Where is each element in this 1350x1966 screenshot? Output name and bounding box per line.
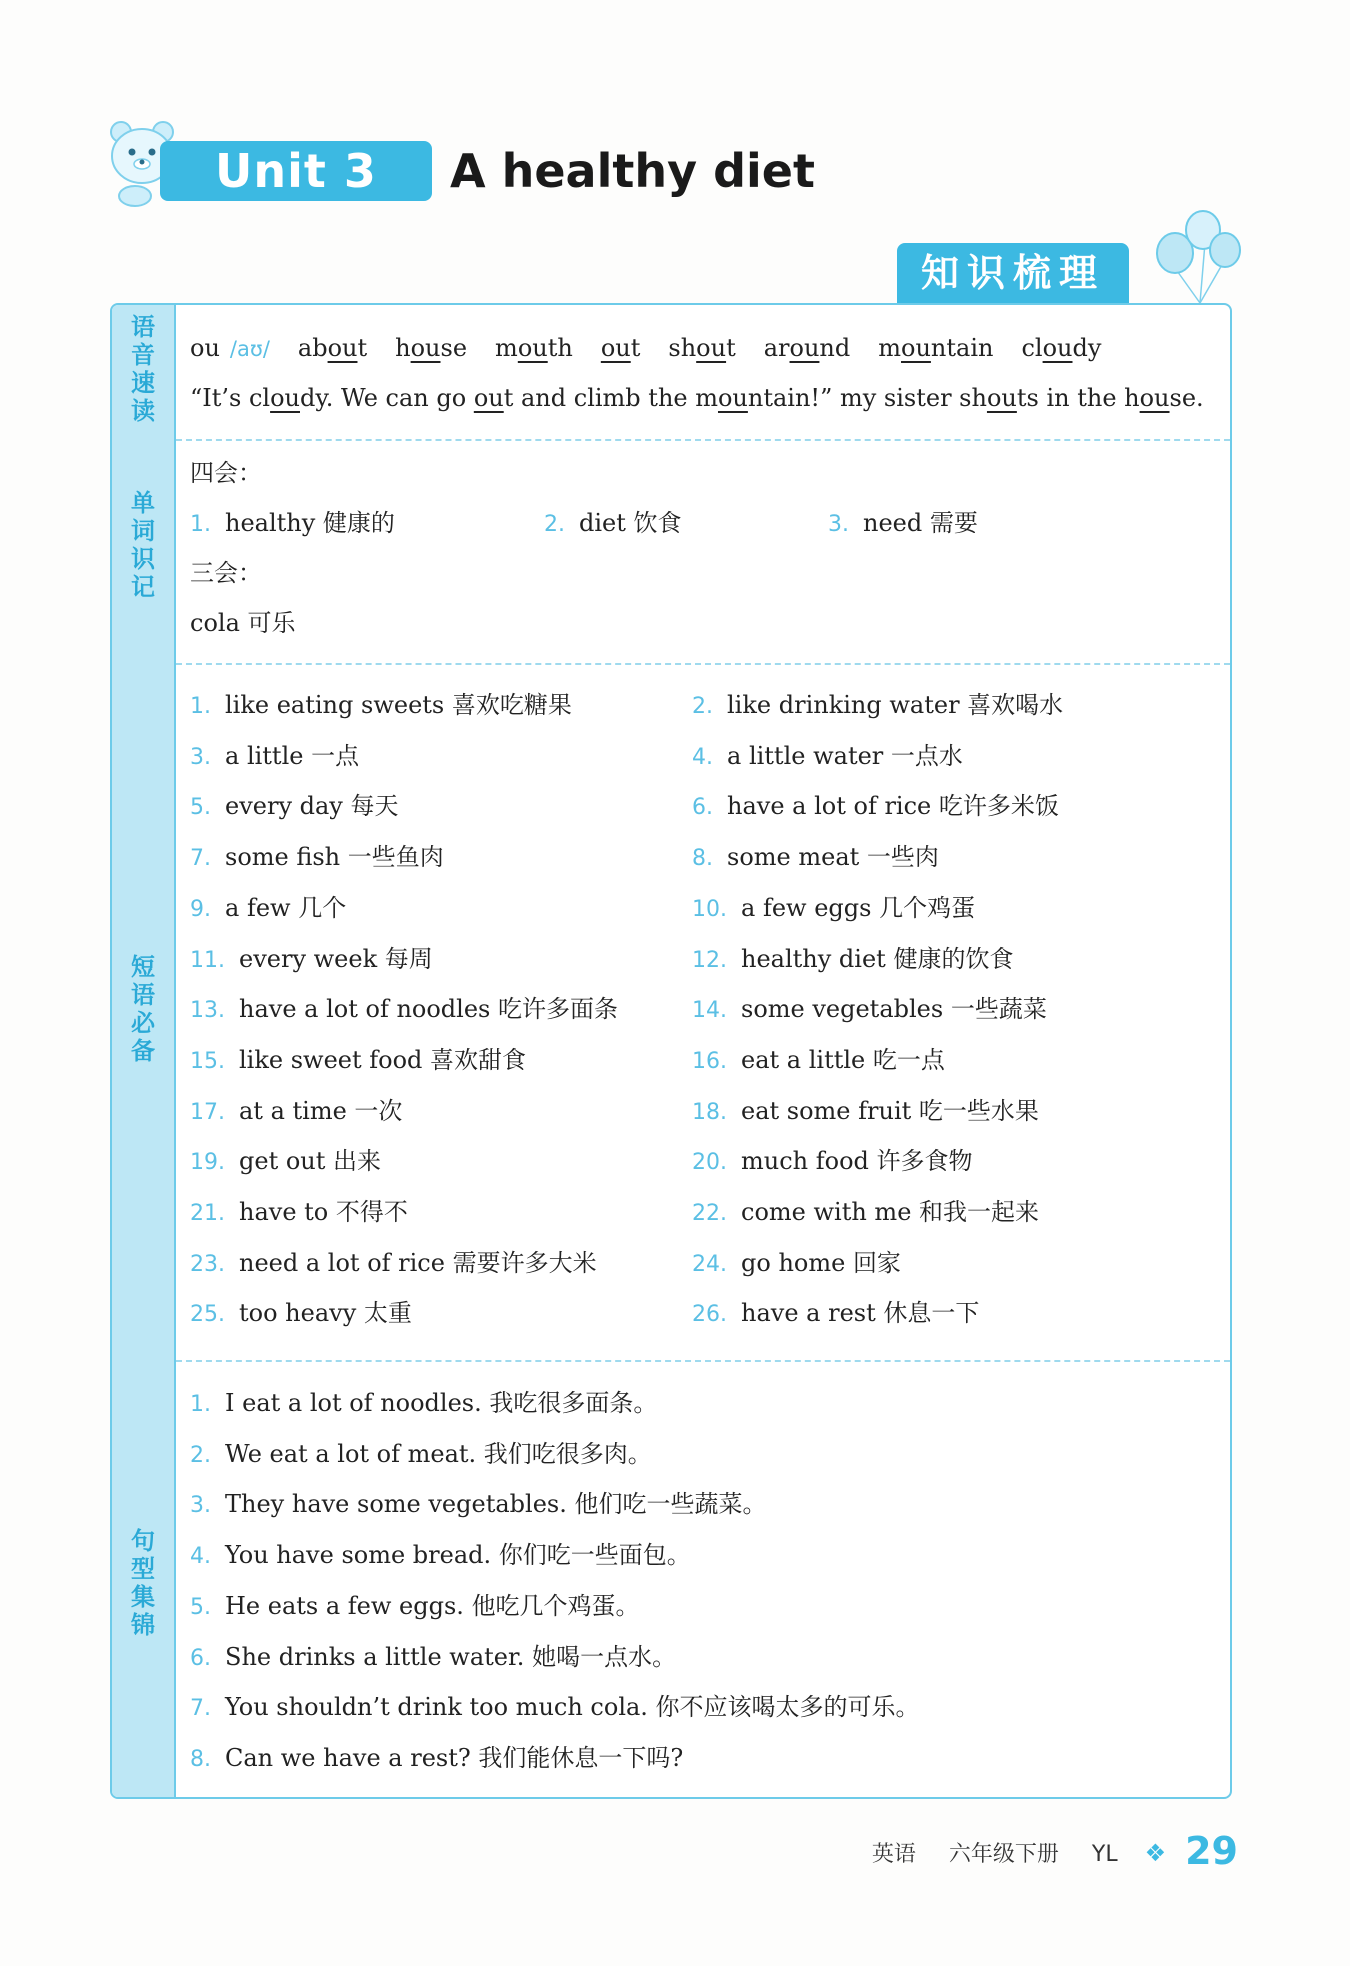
phonics-word: mouth xyxy=(495,334,573,362)
unit-number-badge: Unit 3 xyxy=(160,141,432,201)
phonics-word: mountain xyxy=(878,334,994,362)
sentence-item: 5. He eats a few eggs. 他吃几个鸡蛋。 xyxy=(190,1591,640,1620)
page-footer xyxy=(846,1826,1238,1876)
sidebar-label-phonics: 语音速读 xyxy=(131,313,155,425)
phrase-item: 12. healthy diet 健康的饮食 xyxy=(692,944,1014,973)
phonics-sentence: “It’s cloudy. We can go out and climb the mountain!” my sister shouts in the house. xyxy=(190,384,1204,412)
phrase-item: 16. eat a little 吃一点 xyxy=(692,1045,945,1074)
vocab-item: 1. healthy 健康的 xyxy=(190,509,395,537)
sentence-item: 6. She drinks a little water. 她喝一点水。 xyxy=(190,1642,677,1671)
unit-title: A healthy diet xyxy=(450,144,815,198)
vocab-item-cola: cola 可乐 xyxy=(190,609,296,637)
phrase-item: 3. a little 一点 xyxy=(190,741,360,770)
knowledge-frame xyxy=(110,303,1232,1799)
phrase-item: 6. have a lot of rice 吃许多米饭 xyxy=(692,792,1059,821)
three-skill-label: 三会： xyxy=(190,559,262,587)
phonics-word-list xyxy=(190,328,1129,369)
section-divider xyxy=(176,663,1230,665)
phrase-item: 20. much food 许多食物 xyxy=(692,1147,973,1176)
phrase-item: 25. too heavy 太重 xyxy=(190,1299,412,1328)
phonics-word: shout xyxy=(668,334,736,362)
sidebar-label-vocab: 单词识记 xyxy=(131,489,155,601)
phrase-item: 11. every week 每周 xyxy=(190,944,433,973)
phrase-item: 14. some vegetables 一些蔬菜 xyxy=(692,995,1047,1024)
phrase-item: 18. eat some fruit 吃一些水果 xyxy=(692,1096,1039,1125)
phonics-word: cloudy xyxy=(1021,334,1102,362)
phrase-item: 21. have to 不得不 xyxy=(190,1198,408,1226)
phrase-item: 15. like sweet food 喜欢甜食 xyxy=(190,1045,527,1074)
vocab-item: 2. diet 饮食 xyxy=(544,509,682,537)
section-divider xyxy=(176,439,1230,441)
phrase-item: 4. a little water 一点水 xyxy=(692,741,963,770)
sentence-item: 2. We eat a lot of meat. 我们吃很多肉。 xyxy=(190,1439,652,1468)
balloons-icon xyxy=(1145,208,1245,308)
sentence-item: 1. I eat a lot of noodles. 我吃很多面条。 xyxy=(190,1389,658,1417)
phrase-item: 8. some meat 一些肉 xyxy=(692,843,939,872)
phonics-word: out xyxy=(600,334,641,362)
phrase-item: 22. come with me 和我一起来 xyxy=(692,1198,1040,1226)
unit-header xyxy=(105,118,1005,228)
phrase-item: 10. a few eggs 几个鸡蛋 xyxy=(692,893,976,922)
phrase-item: 26. have a rest 休息一下 xyxy=(692,1299,980,1328)
section-sidebar xyxy=(112,305,176,1797)
diamond-icon: ❖ xyxy=(1144,1839,1167,1867)
section-divider xyxy=(176,1360,1230,1362)
phrase-item: 1. like eating sweets 喜欢吃糖果 xyxy=(190,691,572,719)
sidebar-label-sentences: 句型集锦 xyxy=(131,1527,155,1639)
phrase-item: 13. have a lot of noodles 吃许多面条 xyxy=(190,995,618,1024)
sentence-item: 7. You shouldn’t drink too much cola. 你不应该喝太多的可乐。 xyxy=(190,1693,920,1722)
phrase-item: 23. need a lot of rice 需要许多大米 xyxy=(190,1248,597,1277)
four-skill-label: 四会： xyxy=(190,459,262,487)
section-tab: 知识梳理 xyxy=(897,243,1129,303)
phonics-word: around xyxy=(763,334,851,362)
sentence-item: 8. Can we have a rest? 我们能休息一下吗? xyxy=(190,1743,684,1772)
phonics-word: house xyxy=(395,334,468,362)
footer-subject: 英语 xyxy=(871,1842,916,1867)
phonics-word: about xyxy=(297,334,368,362)
phrase-item: 2. like drinking water 喜欢喝水 xyxy=(692,691,1064,719)
phrase-item: 19. get out 出来 xyxy=(190,1147,382,1176)
phonics-ipa: /aʊ/ xyxy=(229,337,270,361)
vocab-item: 3. need 需要 xyxy=(828,509,978,537)
phrase-item: 7. some fish 一些鱼肉 xyxy=(190,843,444,872)
phonics-letters: ou xyxy=(190,334,220,362)
phrase-item: 9. a few 几个 xyxy=(190,893,347,922)
phrase-item: 17. at a time 一次 xyxy=(190,1096,403,1125)
footer-edition: YL xyxy=(1091,1842,1118,1867)
sentence-item: 3. They have some vegetables. 他们吃一些蔬菜。 xyxy=(190,1490,767,1519)
phrase-item: 5. every day 每天 xyxy=(190,792,399,821)
page-number: 29 xyxy=(1185,1829,1238,1873)
phrase-item: 24. go home 回家 xyxy=(692,1248,901,1277)
footer-grade: 六年级下册 xyxy=(948,1842,1059,1867)
sidebar-label-phrases: 短语必备 xyxy=(131,953,155,1065)
sentence-item: 4. You have some bread. 你们吃一些面包。 xyxy=(190,1541,691,1570)
